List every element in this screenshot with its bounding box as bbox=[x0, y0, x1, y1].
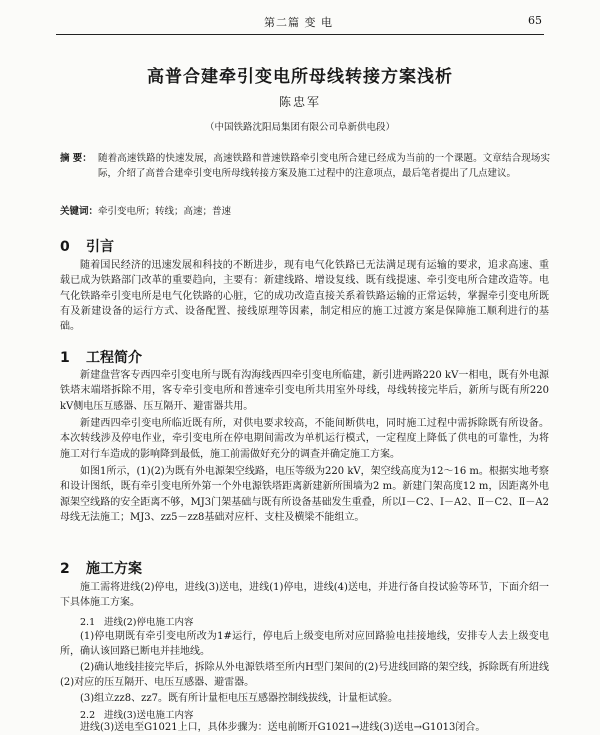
page-number: 65 bbox=[528, 14, 542, 27]
paper-title: 高普合建牵引变电所母线转接方案浅析 bbox=[147, 67, 453, 87]
paragraph-step-4: 进线(3)送电至G1021上口，具体步骤为：送电前断开G1021→进线(3)送电→G1013闭合。 bbox=[80, 722, 486, 733]
paragraph-project-1: 新建盘营客专西四牵引变电所与既有沟海线西四牵引变电所临建，新引进两路220 kV一相电，既有外电源铁塔末端塔拆除不用，客专牵引变电所和普速牵引变电所共用室外母线，母线转接完毕后，新所与既有所220 kV侧电压互感器、压互隔开、避雷器共用。 bbox=[60, 370, 549, 412]
abstract-text: 随着高速铁路的快速发展，高速铁路和普速铁路牵引变电所合建已经成为当前的一个课题。文章结合现场实际，介绍了高普合建牵引变电所母线转接方案及施工过程中的注意项点，最后笔者提出了几点建议。 bbox=[98, 153, 550, 179]
subsection-2-2: 2.2 进线(3)送电施工内容 bbox=[80, 710, 194, 721]
abstract-label: 摘 要： bbox=[60, 153, 92, 164]
running-head bbox=[56, 12, 544, 35]
paragraph-project-2: 新建西四牵引变电所临近既有所，对供电要求较高，不能间断供电，同时施工过程中需拆除既有所设备。本次转线涉及停电作业，牵引变电所在停电期间需改为单机运行模式，一定程度上降低了供电的可靠性，为将施工对行车造成的影响降到最低，施工前需做好充分的调查并确定施工方案。 bbox=[60, 418, 549, 460]
paragraph-step-1: (1)停电期既有牵引变电所改为1#运行，停电后上级变电所对应回路验电挂接地线，安排专人去上级变电所，确认该回路已断电并挂地线。 bbox=[60, 631, 549, 658]
affiliation: （中国铁路沈阳局集团有限公司阜新供电段） bbox=[204, 122, 395, 133]
paragraph-plan-intro: 施工需将进线(2)停电，进线(3)送电，进线(1)停电，进线(4)送电，并进行备自投试验等环节，下面介绍一下具体施工方案。 bbox=[60, 582, 549, 609]
keywords-label: 关键词： bbox=[60, 206, 99, 217]
section-heading-plan: 2 施工方案 bbox=[60, 561, 142, 577]
paragraph-step-2: (2)确认地线挂接完毕后，拆除从外电源铁塔至所内H型门架间的(2)号进线回路的架空线，拆除既有所进线(2)对应的压互隔开、电压互感器、避雷器。 bbox=[60, 662, 549, 689]
running-head-section: 第二篇 变 电 bbox=[264, 16, 333, 29]
abstract bbox=[60, 151, 550, 181]
section-heading-project: 1 工程简介 bbox=[60, 350, 142, 366]
paragraph-intro: 随着国民经济的迅速发展和科技的不断进步，现有电气化铁路已无法满足现有运输的要求，追求高速、重载已成为铁路部门改革的重要趋向，主要有：新建线路、增设复线、既有线提速、牵引变电所合建改造等。电气化铁路牵引变电所是电气化铁路的心脏，它的成功改造直接关系着铁路运输的正常运转，掌握牵引变电所既有及新建设备的运行方式、设备配置、接线原理等因素，制定相应的施工过渡方案是保障施工顺利进行的基础。 bbox=[60, 260, 549, 333]
paragraph-project-3: 如图1所示，(1)(2)为既有外电源架空线路，电压等级为220 kV，架空线高度为12～16 m。根据实地考察和设计图纸，既有牵引变电所外第一个外电源铁塔距离新建新所围墙为2 m。新建门架高度12 m，因距离外电源架空线路的安全距离不够，MJ3门架基础与既有所设备基础发生重叠，所以Ⅰ－C2、Ⅰ－A2、Ⅱ－C2、Ⅱ－A2母线无法施工；MJ3、zz5－zz8基础对应杆、支柱及横梁不能组立。 bbox=[60, 466, 549, 523]
subsection-2-1: 2.1 进线(2)停电施工内容 bbox=[80, 617, 194, 628]
author: 陈忠军 bbox=[278, 95, 321, 109]
keywords-text: 牵引变电所；转线；高速；普速 bbox=[98, 206, 232, 217]
paragraph-step-3: (3)组立zz8、zz7。既有所计量柜电压互感器控制线拔线，计量柜试验。 bbox=[80, 693, 398, 704]
section-heading-intro: 0 引言 bbox=[60, 239, 114, 255]
keywords bbox=[60, 203, 550, 217]
